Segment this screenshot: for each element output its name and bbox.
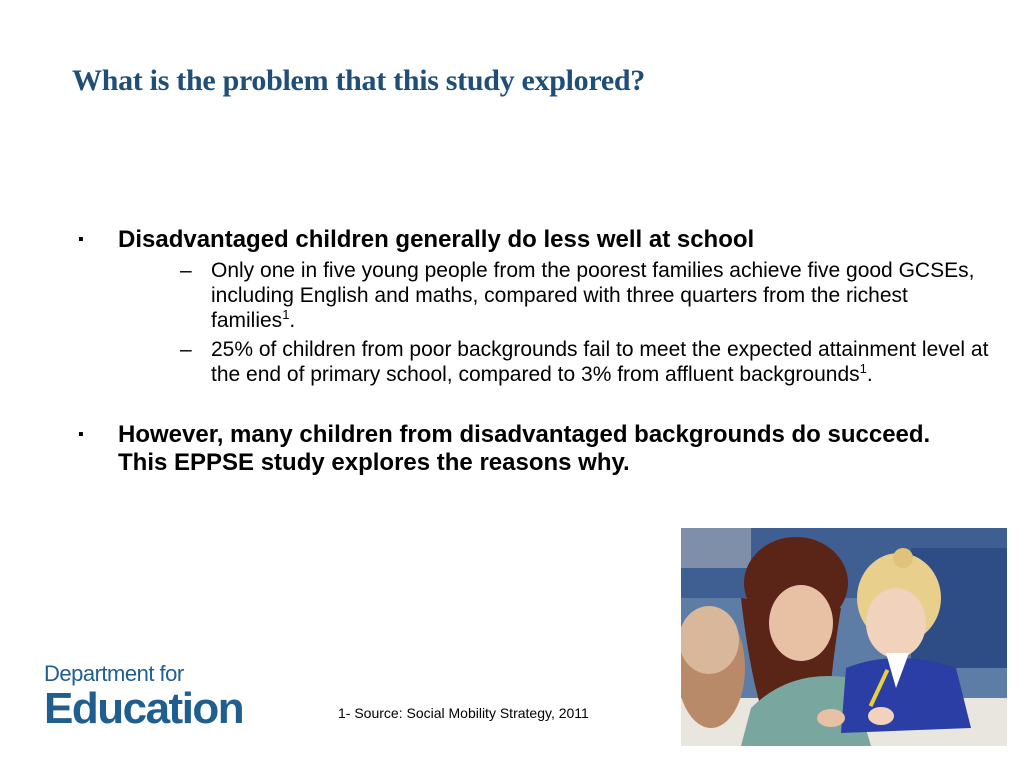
- classroom-photo: [681, 528, 1007, 746]
- sub-bullet-end: .: [866, 363, 873, 386]
- bullet-item: [78, 226, 989, 387]
- bullet-text: Disadvantaged children generally do less well at school: [118, 226, 755, 253]
- footnote-ref: 1: [282, 307, 290, 322]
- sub-bullet-item: [118, 258, 996, 333]
- bullet-item: [78, 421, 978, 477]
- bullet-marker-icon: ▪: [78, 231, 84, 248]
- bullet-marker-icon: ▪: [78, 426, 84, 443]
- bullet-text: However, many children from disadvantaged backgrounds do succeed. This EPPSE study explores the reasons why.: [118, 421, 931, 476]
- department-for-education-logo: [44, 662, 243, 732]
- slide-title: What is the problem that this study explored?: [72, 64, 645, 97]
- source-footnote: 1- Source: Social Mobility Strategy, 2011: [338, 705, 589, 721]
- sub-bullet-text: 25% of children from poor backgrounds fail to meet the expected attainment level at the end of primary school, compared to 3% from affluent backgrounds: [211, 338, 989, 386]
- footnote-ref: 1: [859, 361, 867, 376]
- sub-bullet-text: Only one in five young people from the poorest families achieve five good GCSEs, including English and maths, compared with three quarters from the richest families: [211, 259, 975, 332]
- logo-line-1: Department for: [44, 661, 184, 686]
- sub-bullet-item: [118, 337, 996, 387]
- dash-marker: –: [180, 259, 192, 282]
- dash-marker: –: [180, 338, 192, 361]
- sub-bullet-end: .: [289, 309, 296, 332]
- bullet-list: [78, 226, 989, 477]
- photo-illustration-icon: [681, 528, 1007, 746]
- logo-line-2: Education: [44, 684, 244, 733]
